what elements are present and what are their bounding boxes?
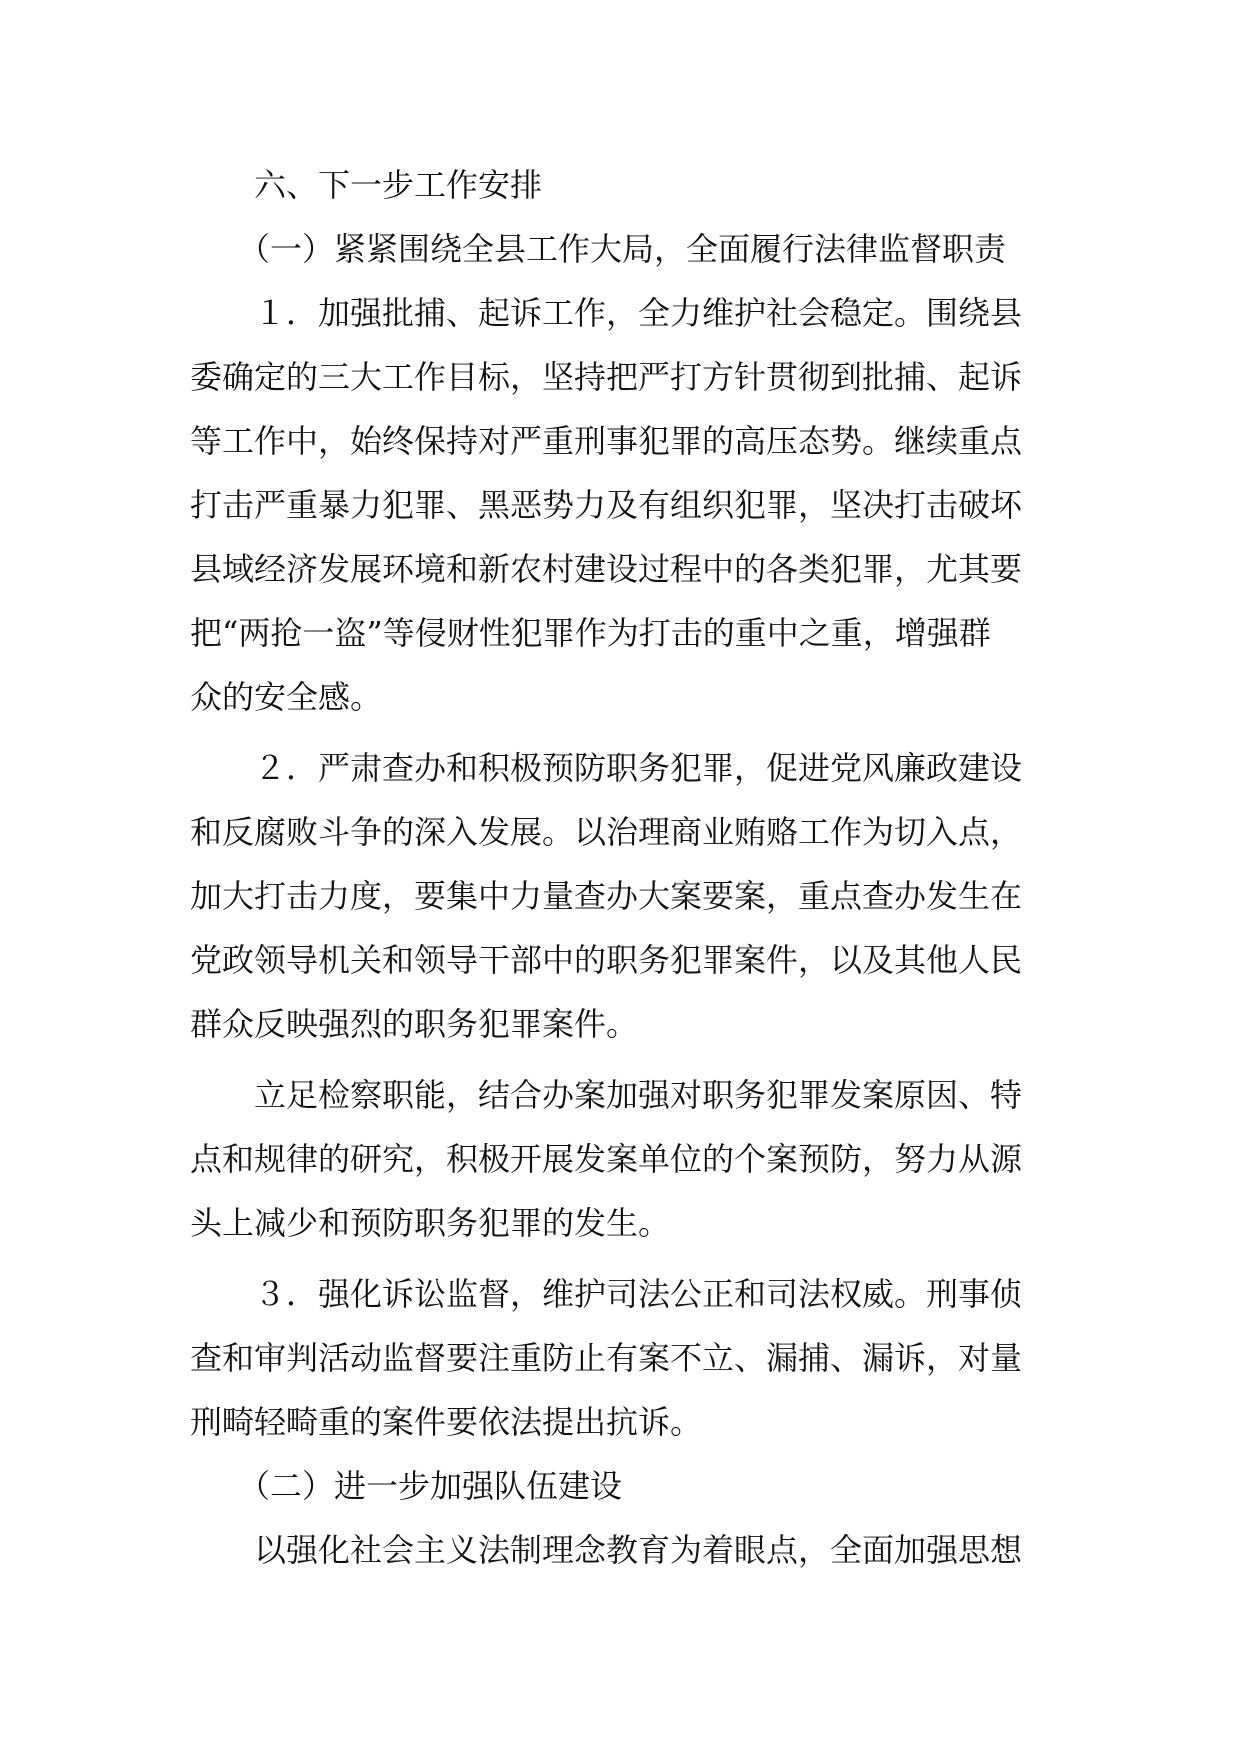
paragraph-line: ２．严肃查办和积极预防职务犯罪，促进党风廉政建设 — [254, 749, 1023, 787]
paragraph-line: 查和审判活动监督要注重防止有案不立、漏捕、漏诉，对量 — [190, 1339, 1023, 1377]
paragraph-line: 和反腐败斗争的深入发展。以治理商业贿赂工作为切入点， — [190, 813, 1023, 851]
paragraph-line: 把“两抢一盗”等侵财性犯罪作为打击的重中之重，增强群 — [190, 614, 991, 652]
subsection-heading: （一）紧紧围绕全县工作大局，全面履行法律监督职责 — [238, 230, 1007, 268]
paragraph-line: 以强化社会主义法制理念教育为着眼点，全面加强思想 — [254, 1531, 1023, 1569]
subsection-heading: （二）进一步加强队伍建设 — [238, 1467, 623, 1505]
paragraph-line: 刑畸轻畸重的案件要依法提出抗诉。 — [190, 1403, 703, 1441]
paragraph-line: 等工作中，始终保持对严重刑事犯罪的高压态势。继续重点 — [190, 422, 1023, 460]
paragraph-line: 点和规律的研究，积极开展发案单位的个案预防，努力从源 — [190, 1140, 1023, 1178]
section-heading: 六、下一步工作安排 — [254, 166, 543, 204]
paragraph-line: 头上减少和预防职务犯罪的发生。 — [190, 1204, 671, 1242]
paragraph-line: １．加强批捕、起诉工作，全力维护社会稳定。围绕县 — [254, 294, 1023, 332]
paragraph-line: 加大打击力度，要集中力量查办大案要案，重点查办发生在 — [190, 877, 1023, 915]
paragraph-line: 立足检察职能，结合办案加强对职务犯罪发案原因、特 — [254, 1076, 1023, 1114]
document-page — [190, 153, 1060, 1582]
paragraph-line: 群众反映强烈的职务犯罪案件。 — [190, 1005, 639, 1043]
paragraph-line: 委确定的三大工作目标，坚持把严打方针贯彻到批捕、起诉 — [190, 358, 1023, 396]
paragraph-line: 众的安全感。 — [190, 678, 383, 716]
paragraph-line: 党政领导机关和领导干部中的职务犯罪案件，以及其他人民 — [190, 941, 1023, 979]
paragraph-line: ３．强化诉讼监督，维护司法公正和司法权威。刑事侦 — [254, 1275, 1023, 1313]
paragraph-line: 打击严重暴力犯罪、黑恶势力及有组织犯罪，坚决打击破坏 — [190, 486, 1023, 524]
paragraph-line: 县域经济发展环境和新农村建设过程中的各类犯罪，尤其要 — [190, 550, 1023, 588]
